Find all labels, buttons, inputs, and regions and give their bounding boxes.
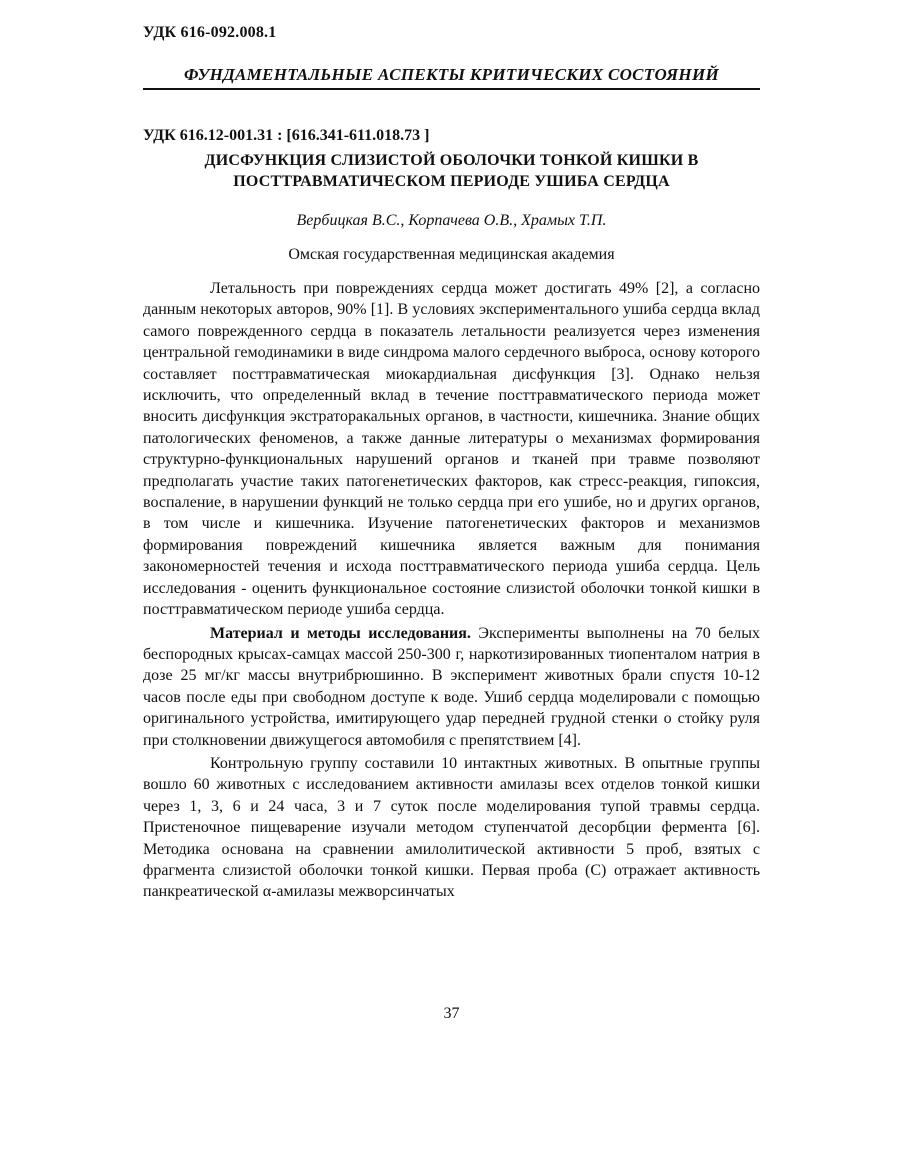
article-udk: УДК 616.12-001.31 : [616.341-611.018.73 ] — [143, 127, 430, 144]
section-header: ФУНДАМЕНТАЛЬНЫЕ АСПЕКТЫ КРИТИЧЕСКИХ СОСТОЯНИЙ — [184, 65, 719, 84]
article-body — [143, 278, 760, 905]
paragraph-groups: Контрольную группу составили 10 интактных животных. В опытные группы вошло 60 животных с исследованием активности амилазы всех отделов тонкой кишки через 1, 3, 6 и 24 часа, 3 и 7 суток после моделирования тупой травмы сердца. Пристеночное пищеварение изучали методом ступенчатой десорбции фермента [6]. Методика основана на сравнении амилолитической активности 5 проб, взятых с фрагмента слизистой оболочки тонкой кишки. Первая проба (С) отражает активность панкреатической α-амилазы межворсинчатых — [143, 754, 760, 901]
paragraph-methods — [143, 623, 760, 751]
title-line-2: ПОСТТРАВМАТИЧЕСКОМ ПЕРИОДЕ УШИБА СЕРДЦА — [233, 173, 670, 190]
journal-udk: УДК 616-092.008.1 — [143, 24, 277, 41]
header-divider — [143, 88, 760, 90]
title-line-1: ДИСФУНКЦИЯ СЛИЗИСТОЙ ОБОЛОЧКИ ТОНКОЙ КИШКИ В — [204, 152, 699, 169]
methods-text: Эксперименты выполнены на 70 белых беспородных крысах-самцах массой 250-300 г, наркотизированных тиопенталом натрия в дозе 25 мг/кг массы внутрибрюшинно. В эксперимент животных брали спустя 10-12 часов после еды при свободном доступе к воде. Ушиб сердца моделировали с помощью оригинального устройства, имитирующего удар передней грудной стенки о стойку руля при столкновении движущегося автомобиля с препятствием [4]. — [143, 624, 761, 749]
affiliation: Омская государственная медицинская академия — [288, 246, 615, 263]
page-number: 37 — [443, 1005, 460, 1022]
methods-subheading: Материал и методы исследования. — [210, 624, 471, 642]
authors: Вербицкая В.С., Корпачева О.В., Храмых Т.П. — [296, 212, 607, 229]
paragraph-intro: Летальность при повреждениях сердца может достигать 49% [2], а согласно данным некоторых авторов, 90% [1]. В условиях экспериментального ушиба сердца вклад самого поврежденного сердца в показатель летальности реализуется через изменения центральной гемодинамики в виде синдрома малого сердечного выброса, основу которого составляет посттравматическая миокардиальная дисфункция [3]. Однако нельзя исключить, что определенный вклад в течение посттравматического периода может вносить дисфункция экстраторакальных органов, в частности, кишечника. Знание общих патологических феноменов, а также данные литературы о механизмах формирования структурно-функциональных нарушений органов и тканей при травме позволяют предполагать участие таких патогенетических факторов, как стресс-реакция, гипоксия, воспаление, в нарушении функций не только сердца при его ушибе, но и других органов, в том числе и кишечника. Изучение патогенетических факторов и механизмов формирования повреждений кишечника является важным для понимания закономерностей течения и исхода посттравматического периода ушиба сердца. Цель исследования - оценить функциональное состояние слизистой оболочки тонкой кишки в посттравматическом периоде ушиба сердца. — [143, 280, 760, 619]
article-title — [143, 150, 760, 192]
